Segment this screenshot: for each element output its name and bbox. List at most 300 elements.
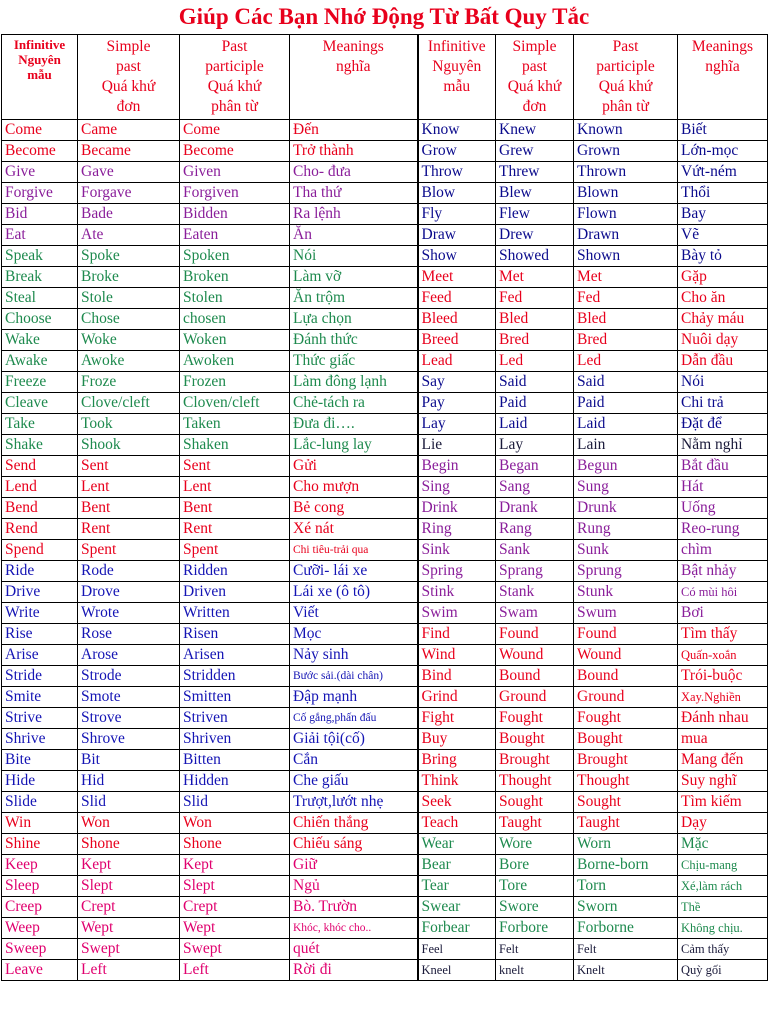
right-meaning-cell: Gặp <box>678 267 768 288</box>
table-row <box>2 855 768 876</box>
header-line: đơn <box>522 98 547 115</box>
right-simple-past-cell: Swore <box>496 897 574 918</box>
left-past-participle-cell: Striven <box>180 708 290 729</box>
right-simple-past-cell: Thought <box>496 771 574 792</box>
right-simple-past-cell: Sought <box>496 792 574 813</box>
right-meaning-cell: Quấn-xoắn <box>678 645 768 666</box>
table-row <box>2 435 768 456</box>
right-past-participle-cell: Known <box>574 120 678 141</box>
right-meaning-cell: Chịu-mang <box>678 855 768 876</box>
left-simple-past-cell: Gave <box>78 162 180 183</box>
right-past-participle-cell: Flown <box>574 204 678 225</box>
table-row <box>2 540 768 561</box>
right-past-participle-cell: Bound <box>574 666 678 687</box>
left-past-participle-cell: Ridden <box>180 561 290 582</box>
table-row <box>2 792 768 813</box>
table-row <box>2 918 768 939</box>
left-meaning-cell: Đưa đi…. <box>290 414 418 435</box>
left-meaning-cell: Đến <box>290 120 418 141</box>
right-simple-past-cell: Paid <box>496 393 574 414</box>
left-meaning-cell: Chẻ-tách ra <box>290 393 418 414</box>
header-infinitive <box>2 35 78 120</box>
right-past-participle-cell: Torn <box>574 876 678 897</box>
left-infinitive-cell: Drive <box>2 582 78 603</box>
right-infinitive-cell: Feed <box>418 288 496 309</box>
right-simple-past-cell: Laid <box>496 414 574 435</box>
right-infinitive-cell: Think <box>418 771 496 792</box>
table-row <box>2 498 768 519</box>
header-line: mẫu <box>443 78 471 95</box>
left-simple-past-cell: Chose <box>78 309 180 330</box>
right-infinitive-cell: Swim <box>418 603 496 624</box>
left-meaning-cell: Lái xe (ô tô) <box>290 582 418 603</box>
left-simple-past-cell: Spent <box>78 540 180 561</box>
table-row <box>2 645 768 666</box>
left-meaning-cell: Mọc <box>290 624 418 645</box>
left-simple-past-cell: Clove/cleft <box>78 393 180 414</box>
right-past-participle-cell: Shown <box>574 246 678 267</box>
right-meaning-cell: Cho ăn <box>678 288 768 309</box>
right-meaning-cell: Suy nghĩ <box>678 771 768 792</box>
right-meaning-cell: Bày tỏ <box>678 246 768 267</box>
header-line: Infinitive <box>13 37 66 52</box>
right-simple-past-cell: Brought <box>496 750 574 771</box>
left-meaning-cell: Che giấu <box>290 771 418 792</box>
table-row <box>2 414 768 435</box>
table-row <box>2 456 768 477</box>
table-row <box>2 813 768 834</box>
right-simple-past-cell: Rang <box>496 519 574 540</box>
right-past-participle-cell: Blown <box>574 183 678 204</box>
right-past-participle-cell: Laid <box>574 414 678 435</box>
right-simple-past-cell: Threw <box>496 162 574 183</box>
right-meaning-cell: Chi trả <box>678 393 768 414</box>
left-infinitive-cell: Strive <box>2 708 78 729</box>
right-simple-past-cell: Drew <box>496 225 574 246</box>
left-meaning-cell: Giải tội(cố) <box>290 729 418 750</box>
left-meaning-cell: Thức giấc <box>290 351 418 372</box>
left-infinitive-cell: Ride <box>2 561 78 582</box>
right-simple-past-cell: Showed <box>496 246 574 267</box>
header-line: participle <box>205 58 264 75</box>
left-meaning-cell: Trượt,lướt nhẹ <box>290 792 418 813</box>
table-row <box>2 939 768 960</box>
left-simple-past-cell: Shook <box>78 435 180 456</box>
table-row <box>2 246 768 267</box>
left-meaning-cell: Cho mượn <box>290 477 418 498</box>
left-simple-past-cell: Shrove <box>78 729 180 750</box>
left-infinitive-cell: Bid <box>2 204 78 225</box>
right-simple-past-cell: Fought <box>496 708 574 729</box>
right-simple-past-cell: Taught <box>496 813 574 834</box>
left-infinitive-cell: Write <box>2 603 78 624</box>
left-meaning-cell: Cưỡi- lái xe <box>290 561 418 582</box>
table-row <box>2 372 768 393</box>
table-row <box>2 141 768 162</box>
right-infinitive-cell: Forbear <box>418 918 496 939</box>
left-simple-past-cell: Kept <box>78 855 180 876</box>
left-infinitive-cell: Arise <box>2 645 78 666</box>
right-past-participle-cell: Bred <box>574 330 678 351</box>
right-meaning-cell: Bắt đầu <box>678 456 768 477</box>
left-past-participle-cell: Become <box>180 141 290 162</box>
right-infinitive-cell: Sing <box>418 477 496 498</box>
left-past-participle-cell: Left <box>180 960 290 981</box>
right-past-participle-cell: Said <box>574 372 678 393</box>
right-simple-past-cell: Said <box>496 372 574 393</box>
left-infinitive-cell: Steal <box>2 288 78 309</box>
left-infinitive-cell: Weep <box>2 918 78 939</box>
header-line: Infinitive <box>427 38 486 55</box>
header-meanings <box>290 35 418 120</box>
header-line: Meanings <box>691 38 754 55</box>
header-line: Quá khứ <box>507 78 562 95</box>
table-row <box>2 729 768 750</box>
right-infinitive-cell: Grind <box>418 687 496 708</box>
left-past-participle-cell: Woken <box>180 330 290 351</box>
left-past-participle-cell: Given <box>180 162 290 183</box>
left-meaning-cell: Trở thành <box>290 141 418 162</box>
header-line: phân từ <box>211 98 258 115</box>
table-row <box>2 897 768 918</box>
right-simple-past-cell: Drank <box>496 498 574 519</box>
right-infinitive-cell: Bleed <box>418 309 496 330</box>
left-past-participle-cell: Risen <box>180 624 290 645</box>
left-meaning-cell: Làm đông lạnh <box>290 372 418 393</box>
left-past-participle-cell: Awoken <box>180 351 290 372</box>
left-simple-past-cell: Bade <box>78 204 180 225</box>
left-past-participle-cell: Taken <box>180 414 290 435</box>
left-past-participle-cell: Forgiven <box>180 183 290 204</box>
left-simple-past-cell: Bit <box>78 750 180 771</box>
right-infinitive-cell: Kneel <box>418 960 496 981</box>
right-infinitive-cell: Bind <box>418 666 496 687</box>
left-simple-past-cell: Slid <box>78 792 180 813</box>
left-simple-past-cell: Took <box>78 414 180 435</box>
table-row <box>2 225 768 246</box>
right-meaning-cell: Thổi <box>678 183 768 204</box>
right-simple-past-cell: Sprang <box>496 561 574 582</box>
left-past-participle-cell: Lent <box>180 477 290 498</box>
left-infinitive-cell: Sweep <box>2 939 78 960</box>
left-simple-past-cell: Left <box>78 960 180 981</box>
left-infinitive-cell: Spend <box>2 540 78 561</box>
table-row <box>2 267 768 288</box>
right-past-participle-cell: Fed <box>574 288 678 309</box>
right-infinitive-cell: Know <box>418 120 496 141</box>
table-row <box>2 687 768 708</box>
right-infinitive-cell: Ring <box>418 519 496 540</box>
left-simple-past-cell: Bent <box>78 498 180 519</box>
right-past-participle-cell: Led <box>574 351 678 372</box>
right-infinitive-cell: Lay <box>418 414 496 435</box>
left-meaning-cell: Tha thứ <box>290 183 418 204</box>
left-past-participle-cell: Stridden <box>180 666 290 687</box>
left-meaning-cell: Xé nát <box>290 519 418 540</box>
header-line: mẫu <box>27 67 52 82</box>
table-row <box>2 771 768 792</box>
right-simple-past-cell: Blew <box>496 183 574 204</box>
left-meaning-cell: Đập mạnh <box>290 687 418 708</box>
right-past-participle-cell: Ground <box>574 687 678 708</box>
left-simple-past-cell: Stole <box>78 288 180 309</box>
left-past-participle-cell: Shaken <box>180 435 290 456</box>
left-meaning-cell: Chiếu sáng <box>290 834 418 855</box>
left-infinitive-cell: Shrive <box>2 729 78 750</box>
left-meaning-cell: Làm vỡ <box>290 267 418 288</box>
right-past-participle-cell: Worn <box>574 834 678 855</box>
right-infinitive-cell: Wind <box>418 645 496 666</box>
header-line: Simple <box>512 38 557 55</box>
right-infinitive-cell: Sink <box>418 540 496 561</box>
header-line: Simple <box>106 38 151 55</box>
right-meaning-cell: Tìm kiếm <box>678 792 768 813</box>
left-past-participle-cell: Wept <box>180 918 290 939</box>
left-infinitive-cell: Take <box>2 414 78 435</box>
left-past-participle-cell: Bent <box>180 498 290 519</box>
left-past-participle-cell: Shriven <box>180 729 290 750</box>
right-meaning-cell: Mặc <box>678 834 768 855</box>
right-simple-past-cell: Sank <box>496 540 574 561</box>
right-meaning-cell: Lớn-mọc <box>678 141 768 162</box>
table-row <box>2 309 768 330</box>
left-infinitive-cell: Cleave <box>2 393 78 414</box>
right-meaning-cell: Xay.Nghiền <box>678 687 768 708</box>
header-line: Past <box>221 38 248 55</box>
left-simple-past-cell: Wept <box>78 918 180 939</box>
left-past-participle-cell: Crept <box>180 897 290 918</box>
left-infinitive-cell: Stride <box>2 666 78 687</box>
left-simple-past-cell: Smote <box>78 687 180 708</box>
right-infinitive-cell: Draw <box>418 225 496 246</box>
right-past-participle-cell: Thought <box>574 771 678 792</box>
right-meaning-cell: Nói <box>678 372 768 393</box>
left-past-participle-cell: Slept <box>180 876 290 897</box>
left-past-participle-cell: Kept <box>180 855 290 876</box>
right-meaning-cell: chìm <box>678 540 768 561</box>
right-meaning-cell: Bơi <box>678 603 768 624</box>
right-simple-past-cell: Knew <box>496 120 574 141</box>
right-past-participle-cell: Stunk <box>574 582 678 603</box>
left-meaning-cell: Bước sải.(dài chân) <box>290 666 418 687</box>
left-past-participle-cell: Bitten <box>180 750 290 771</box>
table-row <box>2 183 768 204</box>
right-simple-past-cell: Bound <box>496 666 574 687</box>
right-infinitive-cell: Fight <box>418 708 496 729</box>
right-simple-past-cell: Began <box>496 456 574 477</box>
right-past-participle-cell: Fought <box>574 708 678 729</box>
left-meaning-cell: Nói <box>290 246 418 267</box>
right-meaning-cell: Biết <box>678 120 768 141</box>
left-infinitive-cell: Bend <box>2 498 78 519</box>
left-infinitive-cell: Awake <box>2 351 78 372</box>
right-meaning-cell: Hát <box>678 477 768 498</box>
right-meaning-cell: Vứt-ném <box>678 162 768 183</box>
right-meaning-cell: Trói-buộc <box>678 666 768 687</box>
table-row <box>2 708 768 729</box>
right-past-participle-cell: Taught <box>574 813 678 834</box>
right-past-participle-cell: Sworn <box>574 897 678 918</box>
left-infinitive-cell: Slide <box>2 792 78 813</box>
left-meaning-cell: quét <box>290 939 418 960</box>
table-row <box>2 582 768 603</box>
right-infinitive-cell: Bring <box>418 750 496 771</box>
left-simple-past-cell: Arose <box>78 645 180 666</box>
right-infinitive-cell: Spring <box>418 561 496 582</box>
table-header-row <box>2 35 768 120</box>
right-simple-past-cell: Lay <box>496 435 574 456</box>
left-infinitive-cell: Hide <box>2 771 78 792</box>
left-past-participle-cell: Spoken <box>180 246 290 267</box>
right-past-participle-cell: Sunk <box>574 540 678 561</box>
left-simple-past-cell: Shone <box>78 834 180 855</box>
left-infinitive-cell: Give <box>2 162 78 183</box>
left-meaning-cell: Khóc, khóc cho.. <box>290 918 418 939</box>
right-meaning-cell: Vẽ <box>678 225 768 246</box>
header-line: Past <box>612 38 639 55</box>
left-past-participle-cell: Come <box>180 120 290 141</box>
table-row <box>2 624 768 645</box>
left-infinitive-cell: Smite <box>2 687 78 708</box>
left-past-participle-cell: Eaten <box>180 225 290 246</box>
header-past-participle <box>180 35 290 120</box>
right-infinitive-cell: Breed <box>418 330 496 351</box>
left-meaning-cell: Bẻ cong <box>290 498 418 519</box>
header-line: Quá khứ <box>101 78 156 95</box>
right-meaning-cell: Đánh nhau <box>678 708 768 729</box>
right-past-participle-cell: Drunk <box>574 498 678 519</box>
header-meanings-2 <box>678 35 768 120</box>
left-infinitive-cell: Win <box>2 813 78 834</box>
table-row <box>2 351 768 372</box>
right-meaning-cell: Chảy máu <box>678 309 768 330</box>
table-row <box>2 561 768 582</box>
right-past-participle-cell: Brought <box>574 750 678 771</box>
right-meaning-cell: Nuôi dạy <box>678 330 768 351</box>
left-meaning-cell: Chiến thắng <box>290 813 418 834</box>
right-past-participle-cell: Forborne <box>574 918 678 939</box>
left-simple-past-cell: Froze <box>78 372 180 393</box>
right-infinitive-cell: Blow <box>418 183 496 204</box>
header-line: nghĩa <box>336 58 371 75</box>
right-past-participle-cell: Thrown <box>574 162 678 183</box>
right-simple-past-cell: knelt <box>496 960 574 981</box>
header-infinitive-2 <box>418 35 496 120</box>
left-infinitive-cell: Become <box>2 141 78 162</box>
left-meaning-cell: Ăn <box>290 225 418 246</box>
left-infinitive-cell: Shine <box>2 834 78 855</box>
right-meaning-cell: Cảm thấy <box>678 939 768 960</box>
right-past-participle-cell: Drawn <box>574 225 678 246</box>
left-infinitive-cell: Eat <box>2 225 78 246</box>
header-line: phân từ <box>602 98 649 115</box>
left-past-participle-cell: Cloven/cleft <box>180 393 290 414</box>
right-infinitive-cell: Teach <box>418 813 496 834</box>
left-past-participle-cell: Bidden <box>180 204 290 225</box>
header-line: past <box>522 58 547 75</box>
left-infinitive-cell: Freeze <box>2 372 78 393</box>
right-past-participle-cell: Bled <box>574 309 678 330</box>
right-past-participle-cell: Sought <box>574 792 678 813</box>
right-simple-past-cell: Found <box>496 624 574 645</box>
table-row <box>2 330 768 351</box>
left-infinitive-cell: Break <box>2 267 78 288</box>
left-past-participle-cell: Written <box>180 603 290 624</box>
table-row <box>2 834 768 855</box>
right-past-participle-cell: Borne-born <box>574 855 678 876</box>
right-past-participle-cell: Met <box>574 267 678 288</box>
right-meaning-cell: Mang đến <box>678 750 768 771</box>
left-past-participle-cell: Smitten <box>180 687 290 708</box>
left-past-participle-cell: chosen <box>180 309 290 330</box>
left-simple-past-cell: Rent <box>78 519 180 540</box>
right-meaning-cell: Dẫn đầu <box>678 351 768 372</box>
left-simple-past-cell: Lent <box>78 477 180 498</box>
left-simple-past-cell: Sent <box>78 456 180 477</box>
right-infinitive-cell: Lie <box>418 435 496 456</box>
left-past-participle-cell: Won <box>180 813 290 834</box>
right-infinitive-cell: Find <box>418 624 496 645</box>
right-meaning-cell: Quỳ gối <box>678 960 768 981</box>
left-past-participle-cell: Arisen <box>180 645 290 666</box>
left-meaning-cell: Cắn <box>290 750 418 771</box>
right-infinitive-cell: Grow <box>418 141 496 162</box>
right-simple-past-cell: Tore <box>496 876 574 897</box>
right-infinitive-cell: Wear <box>418 834 496 855</box>
left-meaning-cell: Gửi <box>290 456 418 477</box>
right-infinitive-cell: Stink <box>418 582 496 603</box>
right-past-participle-cell: Swum <box>574 603 678 624</box>
right-past-participle-cell: Knelt <box>574 960 678 981</box>
right-infinitive-cell: Swear <box>418 897 496 918</box>
header-line: participle <box>596 58 655 75</box>
left-meaning-cell: Giữ <box>290 855 418 876</box>
left-meaning-cell: Nảy sinh <box>290 645 418 666</box>
right-infinitive-cell: Buy <box>418 729 496 750</box>
left-past-participle-cell: Spent <box>180 540 290 561</box>
right-simple-past-cell: Led <box>496 351 574 372</box>
table-row <box>2 519 768 540</box>
right-meaning-cell: Không chịu. <box>678 918 768 939</box>
right-simple-past-cell: Stank <box>496 582 574 603</box>
left-simple-past-cell: Broke <box>78 267 180 288</box>
right-infinitive-cell: Bear <box>418 855 496 876</box>
left-simple-past-cell: Spoke <box>78 246 180 267</box>
right-past-participle-cell: Sprung <box>574 561 678 582</box>
right-meaning-cell: Tìm thấy <box>678 624 768 645</box>
table-row <box>2 876 768 897</box>
right-simple-past-cell: Wound <box>496 645 574 666</box>
left-simple-past-cell: Strode <box>78 666 180 687</box>
left-simple-past-cell: Awoke <box>78 351 180 372</box>
right-infinitive-cell: Seek <box>418 792 496 813</box>
left-infinitive-cell: Lend <box>2 477 78 498</box>
left-infinitive-cell: Leave <box>2 960 78 981</box>
right-simple-past-cell: Ground <box>496 687 574 708</box>
left-infinitive-cell: Forgive <box>2 183 78 204</box>
right-simple-past-cell: Felt <box>496 939 574 960</box>
left-past-participle-cell: Broken <box>180 267 290 288</box>
header-line: đơn <box>116 98 141 115</box>
left-infinitive-cell: Speak <box>2 246 78 267</box>
left-simple-past-cell: Swept <box>78 939 180 960</box>
left-infinitive-cell: Rend <box>2 519 78 540</box>
right-simple-past-cell: Forbore <box>496 918 574 939</box>
right-past-participle-cell: Rung <box>574 519 678 540</box>
header-simple-past-2 <box>496 35 574 120</box>
header-line: Quá khứ <box>598 78 653 95</box>
left-meaning-cell: Viết <box>290 603 418 624</box>
